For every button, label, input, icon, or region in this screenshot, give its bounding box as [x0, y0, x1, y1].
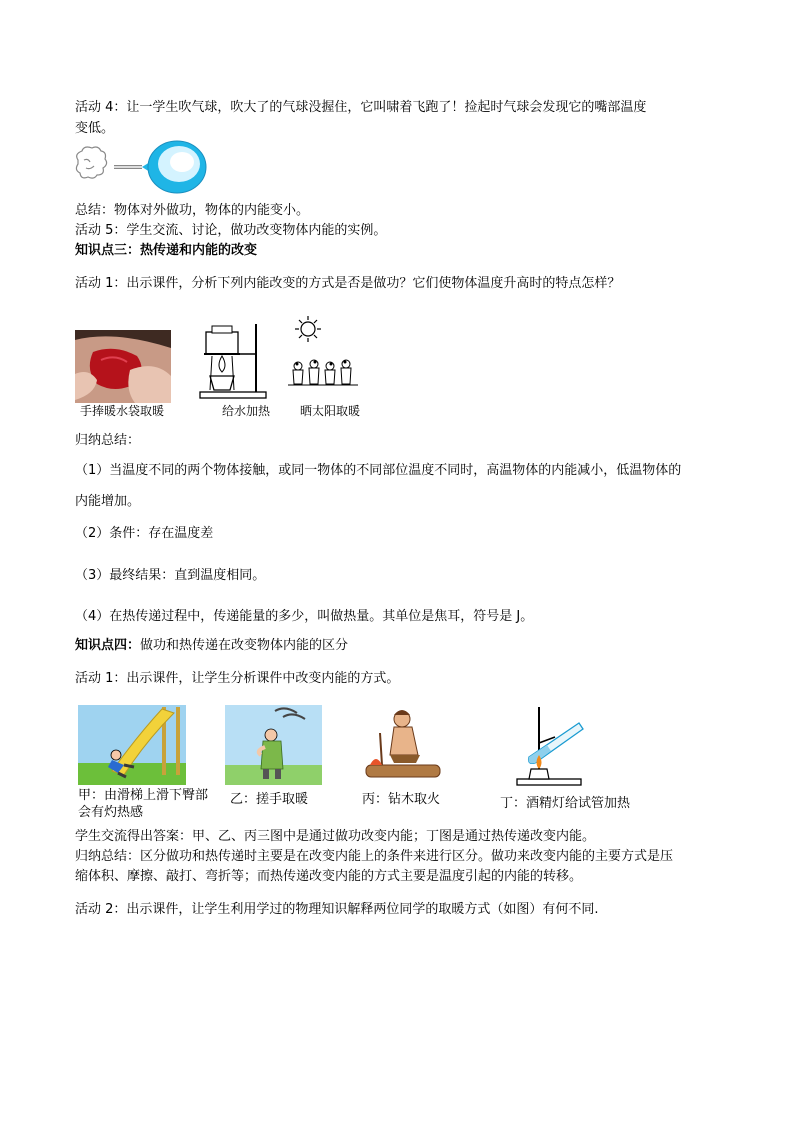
caption-heat-water: 给水加热: [222, 404, 271, 418]
sunbath-sketch: [288, 314, 358, 394]
caption-bing: 丙：钻木取火: [362, 792, 441, 807]
activity4-line1: 活动 4：让一学生吹气球，吹大了的气球没握住，它叫啸着飞跑了！捡起时气球会发现它的嘴部温度: [75, 100, 647, 115]
activity2: 活动 2：出示课件，让学生利用学过的物理知识解释两位同学的取暖方式（如图）有何不同.: [75, 902, 599, 917]
sun-icon: [295, 316, 321, 342]
point4-heading-rest: 做功和热传递在改变物体内能的区分: [140, 638, 349, 653]
caption-sunbath: 晒太阳取暖: [300, 404, 361, 418]
induction-title: 归纳总结：: [75, 433, 141, 448]
activity4-line2: 变低。: [75, 121, 115, 136]
induction-item1-line2: 内能增加。: [75, 494, 141, 509]
drill-fire-cartoon: [360, 705, 448, 785]
induction2-line1: 归纳总结：区分做功和热传递时主要是在改变内能上的条件来进行区分。做功来改变内能的主要方式是压: [75, 849, 674, 864]
point4-activity1: 活动 1：出示课件，让学生分析课件中改变内能的方式。: [75, 671, 400, 686]
alcohol-lamp-test-tube: [515, 703, 587, 787]
summary1: 总结：物体对外做功，物体的内能变小。: [75, 203, 310, 218]
induction-item3: （3）最终结果：直到温度相同。: [75, 568, 266, 583]
breath-puff-icon: [76, 147, 106, 178]
induction-item4: （4）在热传递过程中，传递能量的多少，叫做热量。其单位是焦耳，符号是 J。: [75, 609, 534, 624]
caption-ding: 丁：酒精灯给试管加热: [500, 796, 631, 811]
induction-item2: （2）条件：存在温度差: [75, 526, 214, 541]
point4-heading: [75, 637, 348, 655]
caption-hand-warmer: 手捧暖水袋取暖: [80, 404, 165, 418]
induction-item1-line1: （1）当温度不同的两个物体接触，或同一物体的不同部位温度不同时，高温物体的内能减小，低温物体的: [75, 463, 682, 478]
point3-heading: 知识点三：热传递和内能的改变: [75, 243, 258, 258]
caption-jia: 甲：由滑梯上滑下臀部会有灼热感: [78, 788, 209, 820]
answer: 学生交流得出答案：甲、乙、丙三图中是通过做功改变内能；丁图是通过热传递改变内能。: [75, 829, 596, 844]
hand-warmer-photo: [75, 330, 171, 403]
heat-water-apparatus: [198, 320, 270, 400]
rub-hands-cartoon: [225, 705, 322, 785]
caption-yi: 乙：搓手取暖: [230, 792, 309, 807]
point3-activity1: 活动 1：出示课件，分析下列内能改变的方式是否是做功？它们使物体温度升高时的特点怎样？: [75, 276, 621, 291]
balloon-figure: [72, 140, 212, 198]
induction2-line2: 缩体积、摩擦、敲打、弯折等；而热传递改变内能的方式主要是温度引起的内能的转移。: [75, 869, 583, 884]
point4-heading-bold: 知识点四：: [75, 638, 141, 653]
slide-cartoon: [78, 705, 186, 785]
activity5: 活动 5：学生交流、讨论，做功改变物体内能的实例。: [75, 223, 387, 238]
